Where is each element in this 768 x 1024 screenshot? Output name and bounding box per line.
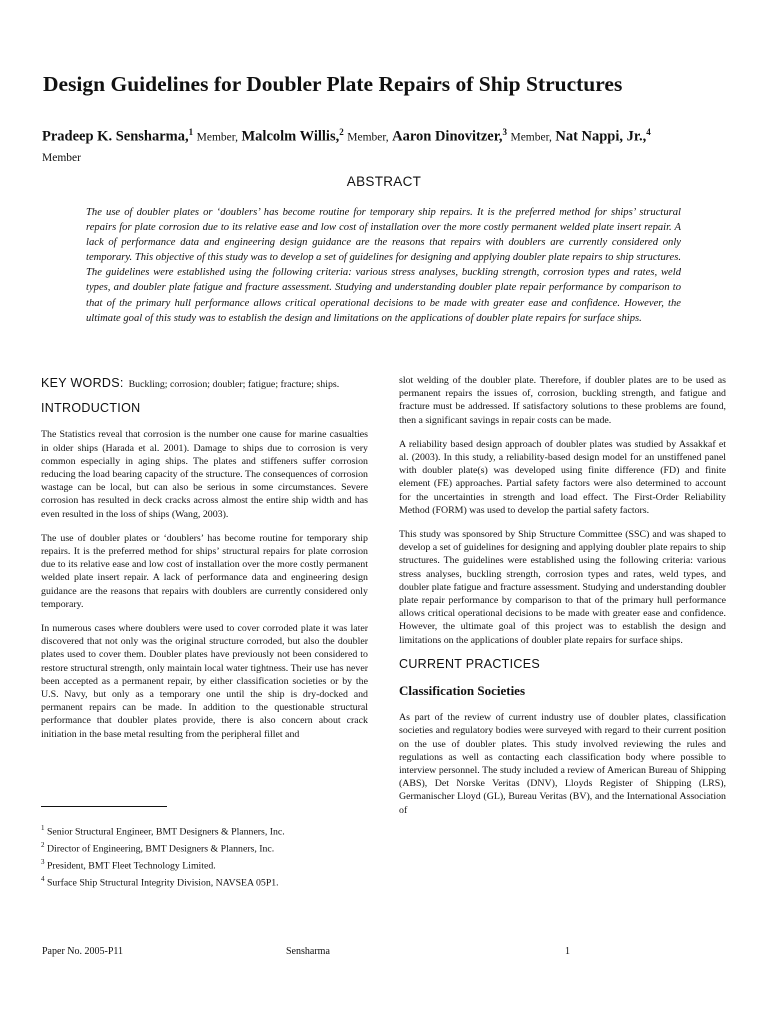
author-role: Member — [42, 151, 81, 164]
author-name: Pradeep K. Sensharma, — [42, 128, 189, 145]
body-paragraph: This study was sponsored by Ship Structure Committee (SSC) and was shaped to develop a set of guidelines for designing and applying doubler plate repairs to ship structures. The guidelines were established using the following criteria: various stress analyses, buckling strength, corrosion types and rates, weld types, and doubler plate fatigue and fracture assessment. Studying and understanding doubler plate repair performance by comparison to that of the primary hull performance allows critical operational decisions to be made with greater ease and confidence. However, the ultimate goal of this project was to establish the design and limitations on the applications of doubler plate repairs for surface ships. — [399, 529, 726, 646]
current-practices-heading: CURRENT PRACTICES — [399, 656, 540, 671]
introduction-heading: INTRODUCTION — [41, 401, 141, 416]
footnote — [41, 839, 371, 856]
paper-number: Paper No. 2005-P11 — [42, 946, 124, 957]
body-paragraph: slot welding of the doubler plate. Therefore, if doubler plates are to be used as permanent repairs the issues of, corrosion, buckling strength, and fatigue and fracture must be addressed. If satisfactory solutions to these problems are found, then a significant savings in repair costs can be made. — [399, 375, 726, 426]
footnote-divider — [41, 806, 167, 807]
body-paragraph: A reliability based design approach of doubler plates was studied by Assakkaf et al. (2003). In this study, a reliability-based design model for an unstiffened panel with doubler plate(s) was developed using finite difference (FD) and finite element (FE) approaches. Partial safety factors were also determined to account for the uncertainties in strength and load effect. The First-Order Reliability Method (FORM) was used to develop the partial safety factors. — [399, 438, 726, 516]
introduction-paragraph: In numerous cases where doublers were used to cover corroded plate it was later discovered that not only was the original structure corroded, but also the doubler plates used to cover them. Doubler plates have previously not been considered to restore structural strength, only maintain local water tightness. Their use has never been accepted as a permanent repair, by either classification societies or by the U.S. Navy, but only as a temporary one until the ship is dry-docked and permanent repairs can be made. In addition to the questionable structural performance that doubler plates provide, there is also concern about crack initiation in the base metal resulting from the peripheral fillet and — [41, 623, 368, 740]
left-column — [41, 377, 368, 752]
abstract-text: The use of doubler plates or ‘doublers’ has become routine for temporary ship repairs. It is the preferred method for ships’ structural repairs for plate corrosion due to its relative ease and low cost of installation over the more costly permanent welded plate insert repair. A lack of performance data and engineering design guidance are the reasons that repairs with doublers are currently considered only temporary. This objective of this study was to develop a set of guidelines for designing and applying doubler plate repairs to ship structures. The guidelines were established using the following criteria: various stress analyses, buckling strength, corrosion types and rates, weld types, and doubler plate fatigue and fracture assessment. Studying and understanding doubler plate repair performance by comparison to that of the primary hull performance allows critical operational decisions to be made with greater ease and confidence. However, the ultimate goal of this study was to establish the design and limitations on the applications of doubler plate repairs for surface ships. — [86, 207, 681, 324]
author-list — [42, 122, 732, 168]
paper-title: Design Guidelines for Doubler Plate Repairs of Ship Structures — [43, 72, 623, 96]
footer-author: Sensharma — [286, 946, 330, 957]
author-name: Malcolm Willis, — [241, 128, 340, 145]
page-footer — [0, 946, 768, 960]
footnote-number: 1 — [41, 824, 45, 832]
footnotes — [41, 822, 371, 889]
footnote — [41, 856, 371, 873]
introduction-paragraph: The use of doubler plates or ‘doublers’ has become routine for temporary ship repairs. It is the preferred method for ships’ structural repairs for plate corrosion due to its relative ease and low cost of installation over the more costly permanent welded plate insert repair. A lack of performance data and engineering design guidance are the reasons that repairs with doublers are currently considered only temporary. — [41, 532, 368, 610]
classification-societies-heading: Classification Societies — [399, 683, 526, 699]
right-column — [399, 374, 726, 828]
body-paragraph: As part of the review of current industry use of doubler plates, classification societies and regulatory bodies were surveyed with regard to their current position on the use of doubler plates. This study involved reviewing the rules and regulations as well as contacting each classification body where possible to interview personnel. The study included a review of American Bureau of Shipping (ABS), Det Norske Veritas (DNV), Lloyds Register of Shipping (LRS), Germanischer Lloyd (GL), Bureau Veritas (BV), and the International Association of — [399, 712, 726, 816]
footnote-text: Director of Engineering, BMT Designers & Planners, Inc. — [46, 843, 275, 855]
introduction-paragraph: The Statistics reveal that corrosion is the number one cause for marine casualties in older ships (Harada et al. 2001). Damage to ships due to corrosion is very common especially in aging ships. The plates and stiffeners suffer corrosion reducing the load bearing capacity of the structure. The consequences of corrosion wastage can be local, but can also be serious in some circumstances. Severe corrosion has resulted in deck cracks across almost the entire ship width and has even resulted in the loss of ships (Wang, 2003). — [41, 429, 368, 520]
page-number: 1 — [565, 946, 570, 957]
footnote-text: Senior Structural Engineer, BMT Designers & Planners, Inc. — [46, 826, 285, 838]
footnote-number: 2 — [41, 840, 45, 849]
footnote-number: 4 — [41, 874, 45, 883]
footnote — [41, 822, 371, 839]
footnote-text: President, BMT Fleet Technology Limited. — [46, 859, 216, 871]
author-superscript: 3 — [502, 127, 507, 137]
keywords-text: Buckling; corrosion; doubler; fatigue; fracture; ships. — [128, 379, 340, 390]
abstract-heading: ABSTRACT — [346, 174, 422, 189]
author-superscript: 2 — [339, 127, 344, 137]
author-superscript: 1 — [188, 127, 194, 137]
author-role: Member, — [510, 131, 552, 144]
author-role: Member, — [196, 131, 238, 144]
author-role: Member, — [347, 131, 389, 144]
author-name: Nat Nappi, Jr., — [555, 128, 647, 145]
author-name: Aaron Dinovitzer, — [392, 128, 503, 145]
footnote — [41, 873, 371, 890]
keywords-label: KEY WORDS: — [41, 376, 124, 390]
footnote-number: 3 — [41, 857, 45, 866]
keywords — [41, 377, 368, 391]
author-superscript: 4 — [646, 127, 651, 137]
footnote-text: Surface Ship Structural Integrity Division, NAVSEA 05P1. — [46, 876, 279, 888]
